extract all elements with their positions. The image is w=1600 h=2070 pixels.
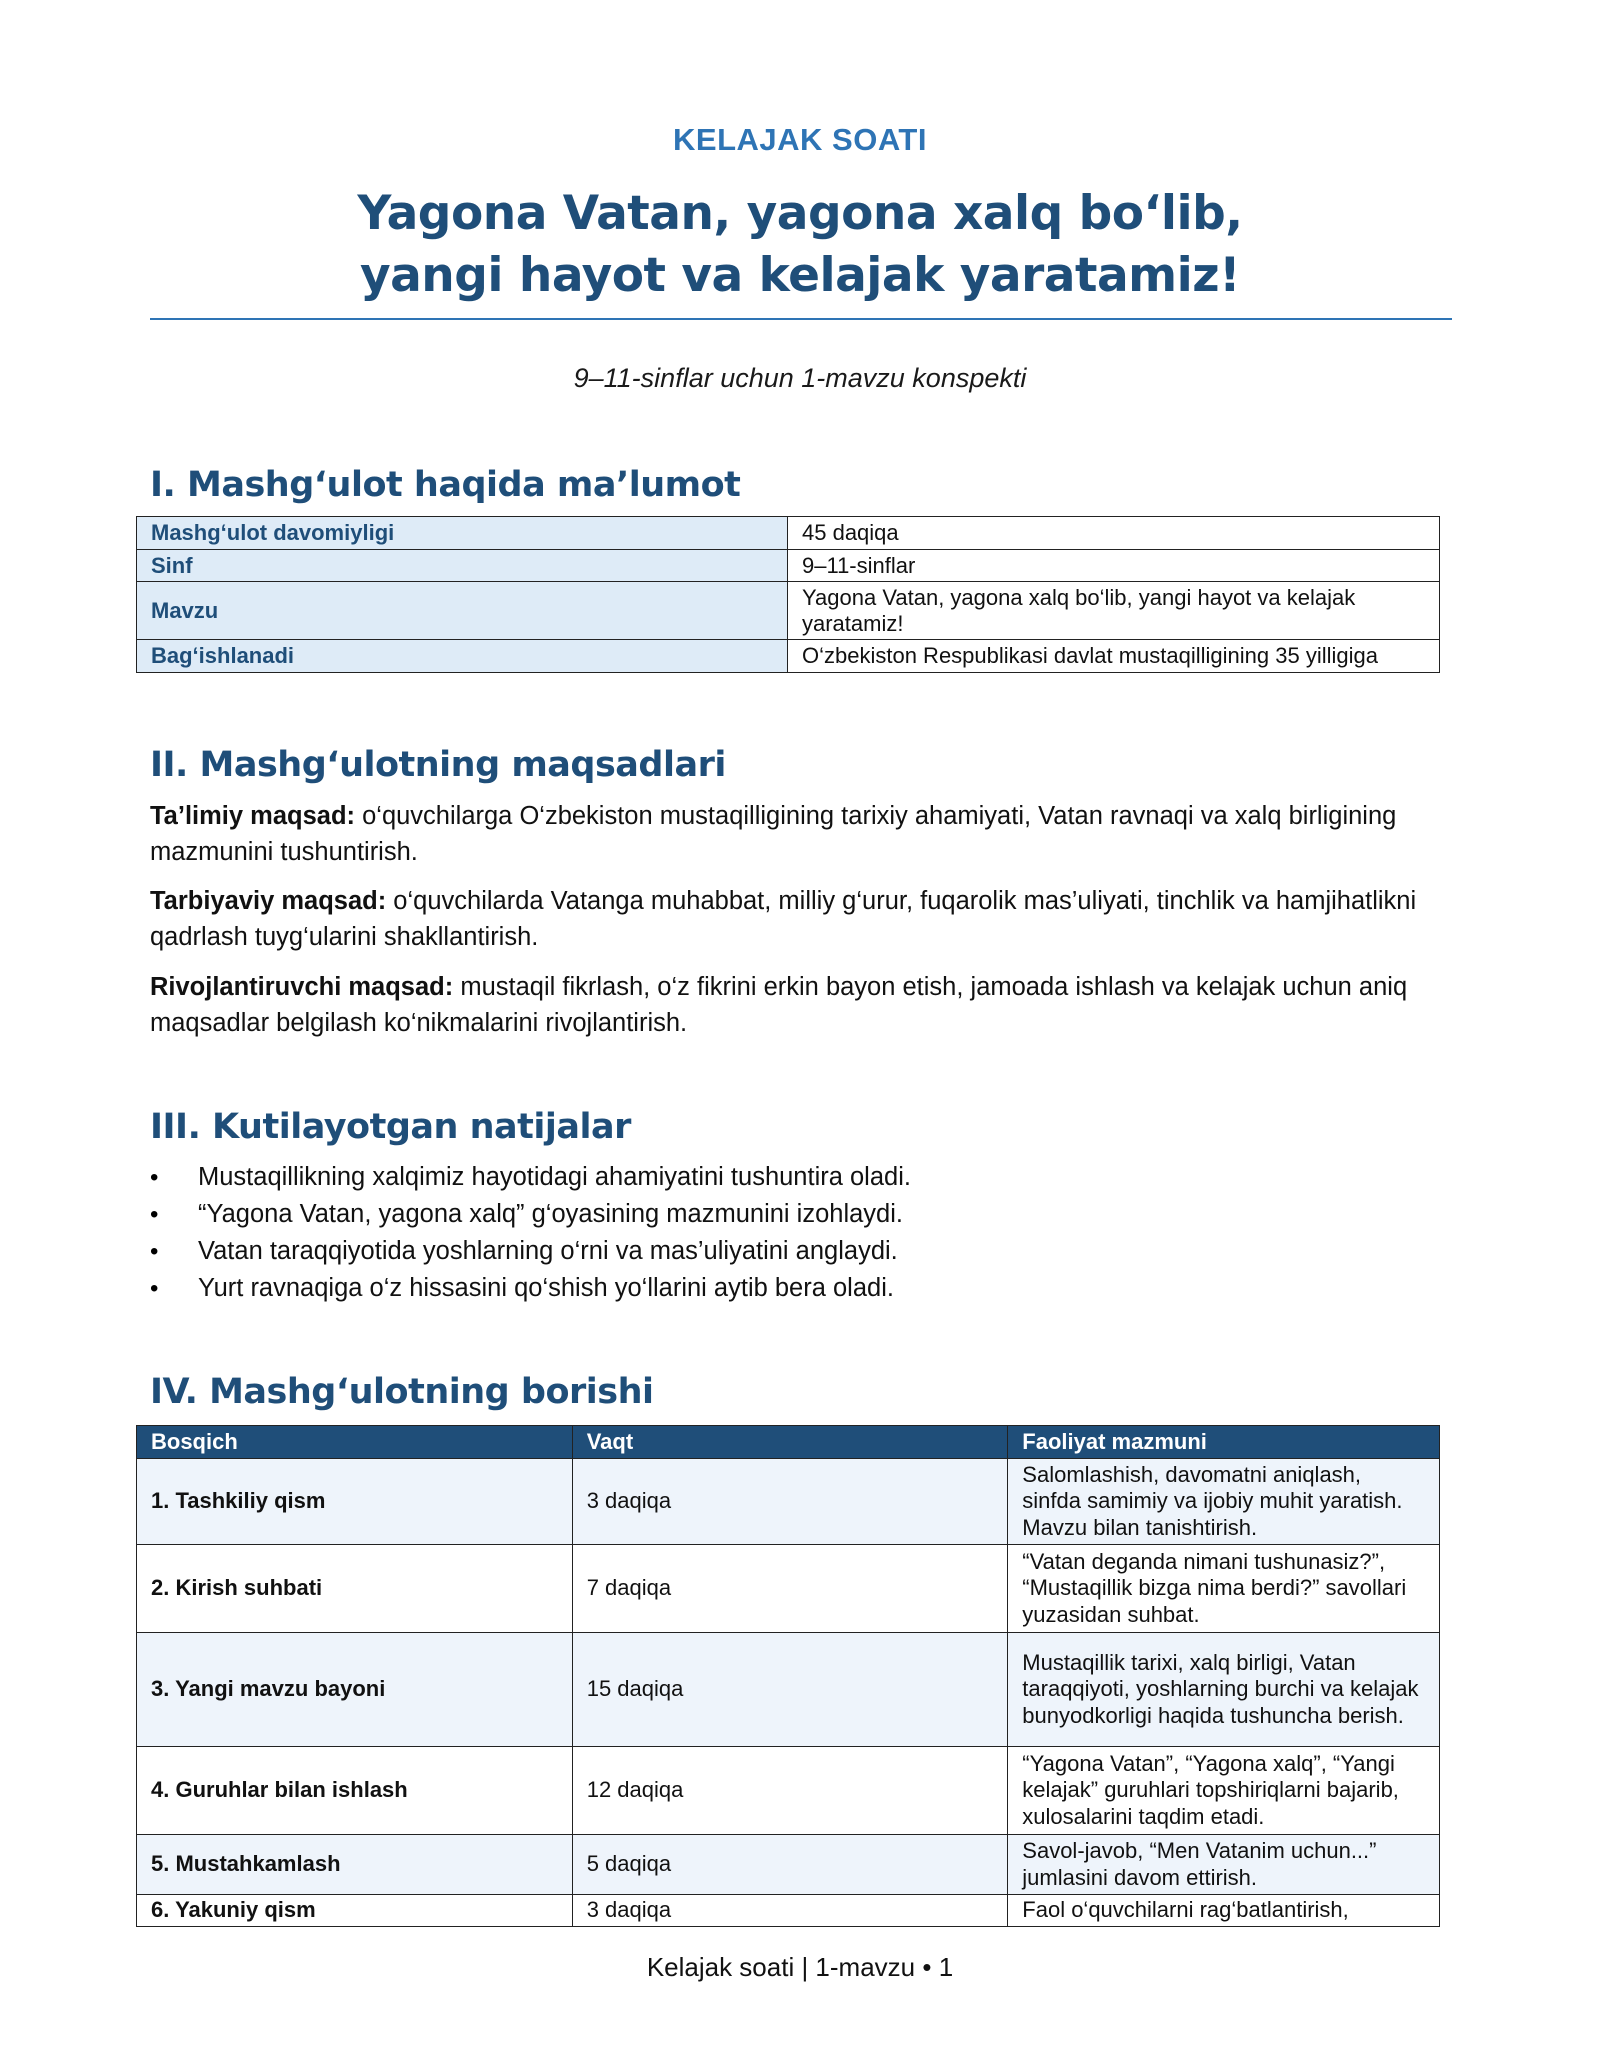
goal-text: mustaqil fikrlash, o‘z fikrini erkin bayon etish, jamoada ishlash va kelajak uchun aniq maqsadlar belgilash ko‘nikmalarini rivojlantirish. — [150, 973, 1408, 1037]
time-cell: 3 daqiqa — [572, 1895, 1008, 1927]
goal-label: Ta’limiy maqsad: — [150, 802, 356, 830]
column-header: Bosqich — [137, 1426, 573, 1459]
time-cell: 15 daqiqa — [572, 1633, 1008, 1747]
footer-separator: • — [922, 1952, 932, 1982]
content-cell: Savol-javob, “Men Vatanim uchun...” jumlasini davom ettirish. — [1008, 1835, 1440, 1895]
table-row — [137, 1633, 1440, 1747]
info-key: Bag‘ishlanadi — [137, 640, 788, 673]
section-1-heading: I. Mashg‘ulot haqida ma’lumot — [150, 465, 741, 505]
info-value: 9–11-sinflar — [788, 550, 1440, 582]
title-line-2: yangi hayot va kelajak yaratamiz! — [359, 248, 1241, 303]
content-cell: “Vatan deganda nimani tushunasiz?”, “Mustaqillik bizga nima berdi?” savollari yuzasidan suhbat. — [1008, 1545, 1440, 1633]
stage-cell: 1. Tashkiliy qism — [137, 1459, 573, 1545]
content-cell: Faol o‘quvchilarni rag‘batlantirish, — [1008, 1895, 1440, 1927]
info-value: O‘zbekiston Respublikasi davlat mustaqilligining 35 yilligiga — [788, 640, 1440, 673]
info-value: Yagona Vatan, yagona xalq bo‘lib, yangi hayot va kelajak yaratamiz! — [788, 582, 1440, 640]
info-row — [137, 550, 1440, 582]
time-cell: 3 daqiqa — [572, 1459, 1008, 1545]
goal-upbringing — [150, 883, 1460, 955]
list-item: • Yurt ravnaqiga o‘z hissasini qo‘shish yo‘llarini aytib bera oladi. — [150, 1270, 911, 1307]
page-number: 1 — [938, 1952, 954, 1982]
table-row — [137, 1747, 1440, 1835]
bullet-icon: • — [150, 1164, 159, 1191]
stage-cell: 4. Guruhlar bilan ishlash — [137, 1747, 573, 1835]
document-subtitle: 9–11-sinflar uchun 1-mavzu konspekti — [573, 363, 1027, 393]
stage-cell: 5. Mustahkamlash — [137, 1835, 573, 1895]
bullet-icon: • — [150, 1275, 159, 1302]
table-row — [137, 1895, 1440, 1927]
info-key: Sinf — [137, 550, 788, 582]
goal-label: Tarbiyaviy maqsad: — [150, 887, 387, 915]
results-list — [150, 1159, 911, 1307]
table-row — [137, 1545, 1440, 1633]
info-table — [136, 516, 1440, 673]
section-2-heading: II. Mashg‘ulotning maqsadlari — [150, 745, 726, 785]
content-cell: Mustaqillik tarixi, xalq birligi, Vatan taraqqiyoti, yoshlarning burchi va kelajak bunyodkorligi haqida tushuncha berish. — [1008, 1633, 1440, 1747]
goal-text: o‘quvchilarga O‘zbekiston mustaqilligining tarixiy ahamiyati, Vatan ravnaqi va xalq birligining mazmunini tushuntirish. — [150, 802, 1397, 866]
info-row — [137, 517, 1440, 550]
content-cell: “Yagona Vatan”, “Yagona xalq”, “Yangi kelajak” guruhlari topshiriqlarni bajarib, xulosalarini taqdim etadi. — [1008, 1747, 1440, 1835]
time-cell: 7 daqiqa — [572, 1545, 1008, 1633]
time-cell: 12 daqiqa — [572, 1747, 1008, 1835]
content-cell: Salomlashish, davomatni aniqlash, sinfda samimiy va ijobiy muhit yaratish. Mavzu bilan tanishtirish. — [1008, 1459, 1440, 1545]
stage-cell: 6. Yakuniy qism — [137, 1895, 573, 1927]
section-4-heading: IV. Mashg‘ulotning borishi — [150, 1372, 654, 1412]
time-cell: 5 daqiqa — [572, 1835, 1008, 1895]
bullet-icon: • — [150, 1238, 159, 1265]
goal-educational — [150, 798, 1460, 870]
table-header-row — [137, 1426, 1440, 1459]
list-item: • Mustaqillikning xalqimiz hayotidagi ahamiyatini tushuntira oladi. — [150, 1159, 911, 1196]
stage-cell: 2. Kirish suhbati — [137, 1545, 573, 1633]
info-value: 45 daqiqa — [788, 517, 1440, 550]
table-row — [137, 1835, 1440, 1895]
info-key: Mavzu — [137, 582, 788, 640]
lesson-plan-table — [136, 1425, 1440, 1927]
bullet-icon: • — [150, 1201, 159, 1228]
page-footer — [0, 1952, 1600, 1983]
title-line-1: Yagona Vatan, yagona xalq bo‘lib, — [357, 186, 1243, 241]
info-row — [137, 640, 1440, 673]
info-row — [137, 582, 1440, 640]
goal-developmental — [150, 969, 1460, 1041]
column-header: Vaqt — [572, 1426, 1008, 1459]
stage-cell: 3. Yangi mavzu bayoni — [137, 1633, 573, 1747]
goal-text: o‘quvchilarda Vatanga muhabbat, milliy g‘urur, fuqarolik mas’uliyati, tinchlik va hamjihatlikni qadrlash tuyg‘ularini shakllantirish. — [150, 887, 1417, 951]
section-3-heading: III. Kutilayotgan natijalar — [150, 1107, 631, 1147]
goal-label: Rivojlantiruvchi maqsad: — [150, 973, 454, 1001]
list-item: • “Yagona Vatan, yagona xalq” g‘oyasining mazmunini izohlaydi. — [150, 1196, 911, 1233]
info-key: Mashg‘ulot davomiyligi — [137, 517, 788, 550]
table-row — [137, 1459, 1440, 1545]
list-item: • Vatan taraqqiyotida yoshlarning o‘rni va mas’uliyatini anglaydi. — [150, 1233, 911, 1270]
title-divider — [150, 318, 1452, 320]
footer-text: Kelajak soati | 1-mavzu — [646, 1952, 916, 1982]
column-header: Faoliyat mazmuni — [1008, 1426, 1440, 1459]
document-title — [0, 183, 1600, 307]
document-kicker: KELAJAK SOATI — [673, 122, 927, 157]
